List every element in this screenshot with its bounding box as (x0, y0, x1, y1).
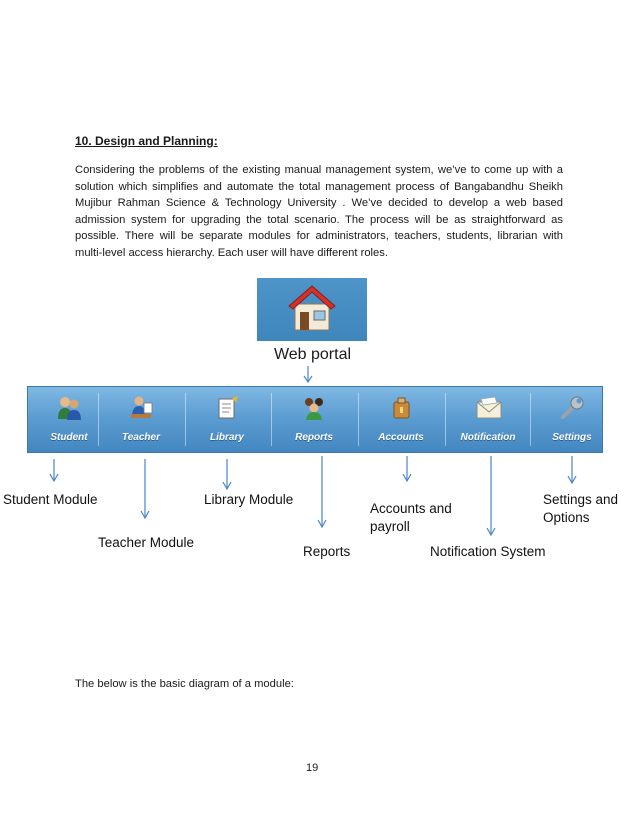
module-notification: Notification System (430, 544, 546, 559)
module-accounts-line2: payroll (370, 519, 410, 534)
nav-label: Reports (295, 432, 333, 443)
module-settings-line1: Settings and (543, 492, 619, 507)
module-reports: Reports (303, 544, 351, 559)
module-teacher: Teacher Module (98, 535, 195, 550)
nav-label: Settings (552, 432, 592, 443)
nav-label: Notification (460, 432, 516, 443)
module-caption: The below is the basic diagram of a module: (75, 678, 294, 690)
web-portal-label: Web portal (273, 346, 352, 363)
nav-label: Accounts (378, 432, 424, 443)
module-settings-line2: Options (543, 510, 590, 525)
module-student: Student Module (3, 492, 98, 507)
nav-label: Student (50, 432, 88, 443)
page-number: 19 (306, 762, 319, 774)
module-settings (543, 491, 618, 527)
module-accounts (370, 500, 452, 536)
nav-label: Teacher (122, 432, 160, 443)
module-accounts-line1: Accounts and (370, 501, 452, 516)
section-paragraph: Considering the problems of the existing manual management system, we’ve to come up with a solution which simplifies and automate the total management process of Bangabandhu Sheikh Mujibur Rahman Science & Technology University . We’ve decided to develop a web based admission system for upgrading the total scenario. The process will be as straightforward as possible. There will be separate modules for administrators, teachers, students, librarian with multi-level access hierarchy. Each user will have different roles. (75, 164, 563, 259)
nav-label: Library (210, 432, 244, 443)
section-heading: 10. Design and Planning: (75, 134, 218, 148)
module-library: Library Module (204, 492, 294, 507)
